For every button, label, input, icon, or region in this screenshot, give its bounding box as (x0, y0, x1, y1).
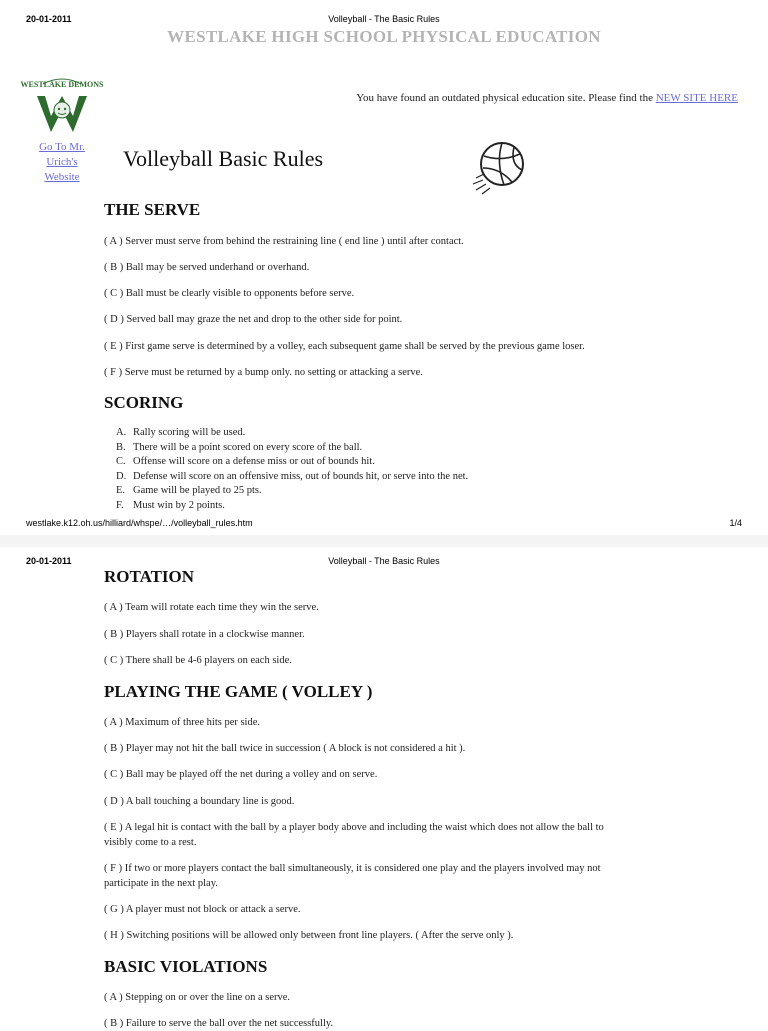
serve-rule-e: ( E ) First game serve is determined by a volley, each subsequent game shall be served by the previous game loser. (104, 341, 585, 352)
scoring-list (116, 426, 468, 513)
section-heading-serve: THE SERVE (104, 200, 201, 219)
section-heading-basic-violations: BASIC VIOLATIONS (104, 957, 268, 976)
rotation-rule-c: ( C ) There shall be 4-6 players on each side. (104, 655, 292, 666)
print-header-date: 20-01-2011 (26, 556, 72, 566)
page-break (0, 535, 768, 547)
playing-rule-h: ( H ) Switching positions will be allowed only between front line players. ( After the serve only ). (104, 930, 514, 941)
list-text: Defense will score on an offensive miss, out of bounds hit, or serve into the net. (133, 470, 469, 482)
print-header-title: Volleyball - The Basic Rules (328, 556, 440, 566)
list-text: Game will be played to 25 pts. (133, 485, 262, 496)
list-item (116, 441, 468, 456)
serve-rule-a: ( A ) Server must serve from behind the restraining line ( end line ) until after contact. (104, 236, 464, 247)
playing-rule-d: ( D ) A ball touching a boundary line is good. (104, 796, 295, 807)
serve-rule-f: ( F ) Serve must be returned by a bump only. no setting or attacking a serve. (104, 367, 423, 378)
rotation-rule-b: ( B ) Players shall rotate in a clockwise manner. (104, 629, 305, 640)
new-site-link[interactable]: NEW SITE HERE (655, 92, 738, 104)
playing-rule-a: ( A ) Maximum of three hits per side. (104, 717, 261, 728)
go-to-urich-website-link[interactable]: Go To Mr. Urich's Website (39, 141, 85, 183)
playing-rule-e: ( E ) A legal hit is contact with the ball by a player body above and including the waist which does not allow the ball to visibly come to a rest. (104, 822, 604, 848)
print-header-title: Volleyball - The Basic Rules (328, 14, 440, 24)
list-item (116, 455, 468, 470)
playing-rule-f: ( F ) If two or more players contact the ball simultaneously, it is considered one play and the players involved may not participate in the next play. (104, 863, 601, 889)
list-letter: B. (116, 441, 126, 453)
list-item (116, 470, 468, 485)
rotation-rule-a: ( A ) Team will rotate each time they win the serve. (104, 602, 319, 613)
westlake-demons-logo (20, 76, 104, 136)
list-letter: E. (116, 485, 126, 496)
violation-rule-a: ( A ) Stepping on or over the line on a serve. (104, 992, 291, 1003)
site-title: WESTLAKE HIGH SCHOOL PHYSICAL EDUCATION (167, 27, 601, 46)
playing-rule-b: ( B ) Player may not hit the ball twice in succession ( A block is not considered a hit ). (104, 743, 466, 754)
playing-rule-g: ( G ) A player must not block or attack a serve. (104, 904, 301, 915)
list-letter: D. (116, 470, 127, 482)
page-title: Volleyball Basic Rules (123, 146, 324, 171)
list-letter: F. (116, 499, 124, 511)
list-text: Must win by 2 points. (133, 499, 225, 511)
violation-rule-b: ( B ) Failure to serve the ball over the net successfully. (104, 1018, 334, 1029)
list-text: Offense will score on a defense miss or out of bounds hit. (133, 456, 375, 467)
serve-rule-d: ( D ) Served ball may graze the net and drop to the other side for point. (104, 314, 403, 325)
list-item (116, 426, 468, 441)
outdated-notice (356, 92, 738, 104)
serve-rule-c: ( C ) Ball must be clearly visible to opponents before serve. (104, 288, 355, 299)
section-heading-scoring: SCORING (104, 393, 184, 412)
list-letter: C. (116, 456, 126, 467)
logo-text: WESTLAKE DEMONS (20, 80, 104, 89)
section-heading-rotation: ROTATION (104, 567, 195, 586)
print-header-date: 20-01-2011 (26, 14, 72, 24)
print-footer-page-number: 1/4 (729, 518, 742, 528)
serve-rule-b: ( B ) Ball may be served underhand or overhand. (104, 262, 310, 273)
list-item (116, 484, 468, 499)
playing-rule-c: ( C ) Ball may be played off the net during a volley and on serve. (104, 769, 378, 780)
list-letter: A. (116, 427, 127, 438)
volleyball-icon (470, 138, 530, 198)
list-item (116, 499, 468, 514)
list-text: Rally scoring will be used. (133, 427, 246, 438)
list-text: There will be a point scored on every score of the ball. (133, 441, 363, 453)
print-footer-url: westlake.k12.oh.us/hilliard/whspe/…/volleyball_rules.htm (26, 518, 253, 528)
outdated-notice-text: You have found an outdated physical education site. Please find the (356, 92, 653, 104)
section-heading-playing-the-game: PLAYING THE GAME ( VOLLEY ) (104, 682, 373, 701)
